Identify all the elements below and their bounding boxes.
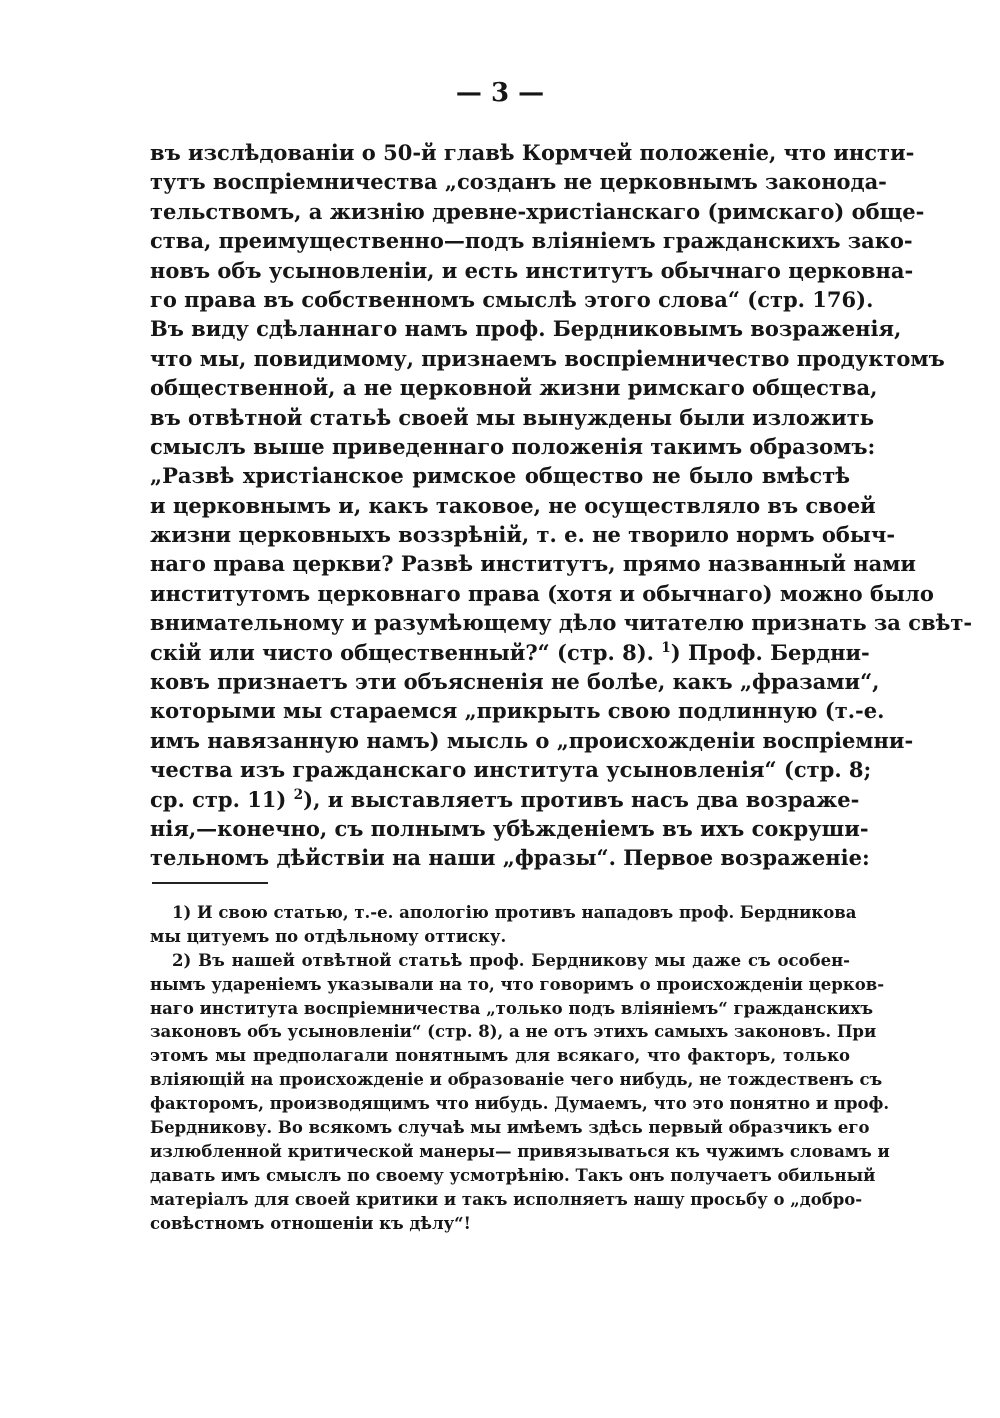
footnote-mark-1[interactable]: 1 bbox=[661, 639, 671, 656]
text-line: въ отвѣтной статьѣ своей мы вынуждены были изложить bbox=[150, 404, 874, 430]
text-line: въ изслѣдованіи о 50-й главѣ Кормчей положеніе, что инсти- bbox=[150, 140, 915, 165]
footnote-2-line: давать имъ смыслъ по своему усмотрѣнію. Такъ онъ получаетъ обильный bbox=[150, 1165, 876, 1185]
footnote-2-line: матеріалъ для своей критики и такъ исполняетъ нашу просьбу о „добро- bbox=[150, 1189, 863, 1209]
footnote-divider bbox=[152, 882, 268, 884]
footnote-2-line: факторомъ, производящимъ что нибудь. Думаемъ, что это понятно и проф. bbox=[150, 1094, 890, 1114]
text-line: ства, преимущественно—подъ вліяніемъ гражданскихъ зако- bbox=[150, 228, 913, 254]
footnote-1-line: мы цитуемъ по отдѣльному оттиску. bbox=[150, 926, 507, 946]
footnote-2-line: совѣстномъ отношеніи къ дѣлу“! bbox=[150, 1213, 471, 1233]
text-line: тельномъ дѣйствіи на наши „фразы“. Первое возраженіе: bbox=[150, 845, 870, 871]
text-line: что мы, повидимому, признаемъ воспріемничество продуктомъ bbox=[150, 345, 945, 371]
footnote-2-line: вліяющій на происхожденіе и образованіе чего нибудь, не тождественъ съ bbox=[150, 1070, 883, 1090]
text-line: ковъ признаетъ эти объясненія не болѣе, какъ „фразами“, bbox=[150, 669, 880, 695]
text-fragment: , и выставляетъ противъ насъ два возраже- bbox=[313, 786, 860, 812]
page-number: — 3 — bbox=[455, 78, 545, 108]
text-line: имъ навязанную намъ) мысль о „происхожденіи воспріемни- bbox=[150, 727, 914, 753]
text-line-footnote-ref: ср. стр. 11) $^2$), и выставляетъ противъ насъ два возраже- bbox=[150, 786, 860, 812]
footnote-2-line: нымъ удареніемъ указывали на то, что говоримъ о происхожденіи церков- bbox=[150, 974, 885, 994]
text-line: новъ объ усыновленіи, и есть институтъ обычнаго церковна- bbox=[150, 257, 914, 283]
text-line: общественной, а не церковной жизни римскаго общества, bbox=[150, 375, 878, 401]
footnotes bbox=[150, 901, 890, 1235]
text-line: внимательному и разумѣющему дѣло читателю признать за свѣт- bbox=[150, 610, 973, 636]
footnote-2-line: Бердникову. Во всякомъ случаѣ мы имѣемъ здѣсь первый образчикъ его bbox=[150, 1118, 870, 1138]
footnote-2-line: этомъ мы предполагали понятнымъ для всякаго, что факторъ, только bbox=[150, 1046, 850, 1066]
text-line: нія,—конечно, съ полнымъ убѣжденіемъ въ ихъ сокруши- bbox=[150, 815, 869, 841]
text-line: „Развѣ христіанское римское общество не было вмѣстѣ bbox=[150, 463, 850, 489]
text-fragment: ср. стр. 11) bbox=[150, 786, 287, 812]
text-line: тельствомъ, а жизнію древне-христіанскаго (римскаго) обще- bbox=[150, 198, 925, 224]
text-line: Въ виду сдѣланнаго намъ проф. Бердниковымъ возраженія, bbox=[150, 316, 902, 342]
text-line: жизни церковныхъ воззрѣній, т. е. не творило нормъ обыч- bbox=[150, 522, 896, 548]
text-fragment: скій или чисто общественный?“ (стр. 8). bbox=[150, 639, 654, 665]
text-line-footnote-ref: скій или чисто общественный?“ (стр. 8). $^1$) Проф. Бердни- bbox=[150, 639, 870, 665]
text-line: которыми мы стараемся „прикрыть свою подлинную (т.-е. bbox=[150, 698, 885, 724]
text-line: го права въ собственномъ смыслѣ этого слова“ (стр. 176). bbox=[150, 286, 874, 312]
footnote-1-line: 1) И свою статью, т.-е. апологію противъ нападовъ проф. Бердникова bbox=[172, 903, 857, 922]
text-line: тутъ воспріемничества „созданъ не церковнымъ законода- bbox=[150, 169, 887, 195]
footnote-mark-2[interactable]: 2 bbox=[293, 786, 304, 803]
text-line: чества изъ гражданскаго института усыновленія“ (стр. 8; bbox=[150, 757, 872, 783]
text-line: институтомъ церковнаго права (хотя и обычнаго) можно было bbox=[150, 580, 934, 606]
footnote-2-line: излюбленной критической манеры— привязываться къ чужимъ словамъ и bbox=[150, 1141, 890, 1161]
text-line: смыслъ выше приведеннаго положенія такимъ образомъ: bbox=[150, 433, 876, 459]
text-fragment: Проф. Бердни- bbox=[688, 639, 870, 665]
footnote-2-line: 2) Въ нашей отвѣтной статьѣ проф. Бердникову мы даже съ особен- bbox=[172, 950, 850, 970]
footnote-2-line: законовъ объ усыновленіи“ (стр. 8), а не отъ этихъ самыхъ законовъ. При bbox=[150, 1022, 877, 1042]
text-line: и церковнымъ и, какъ таковое, не осуществляло въ своей bbox=[150, 492, 876, 518]
footnote-2-line: наго института воспріемничества „только подъ вліяніемъ“ гражданскихъ bbox=[150, 998, 873, 1018]
text-line: наго права церкви? Развѣ институтъ, прямо названный нами bbox=[150, 551, 917, 577]
main-text bbox=[150, 138, 973, 873]
